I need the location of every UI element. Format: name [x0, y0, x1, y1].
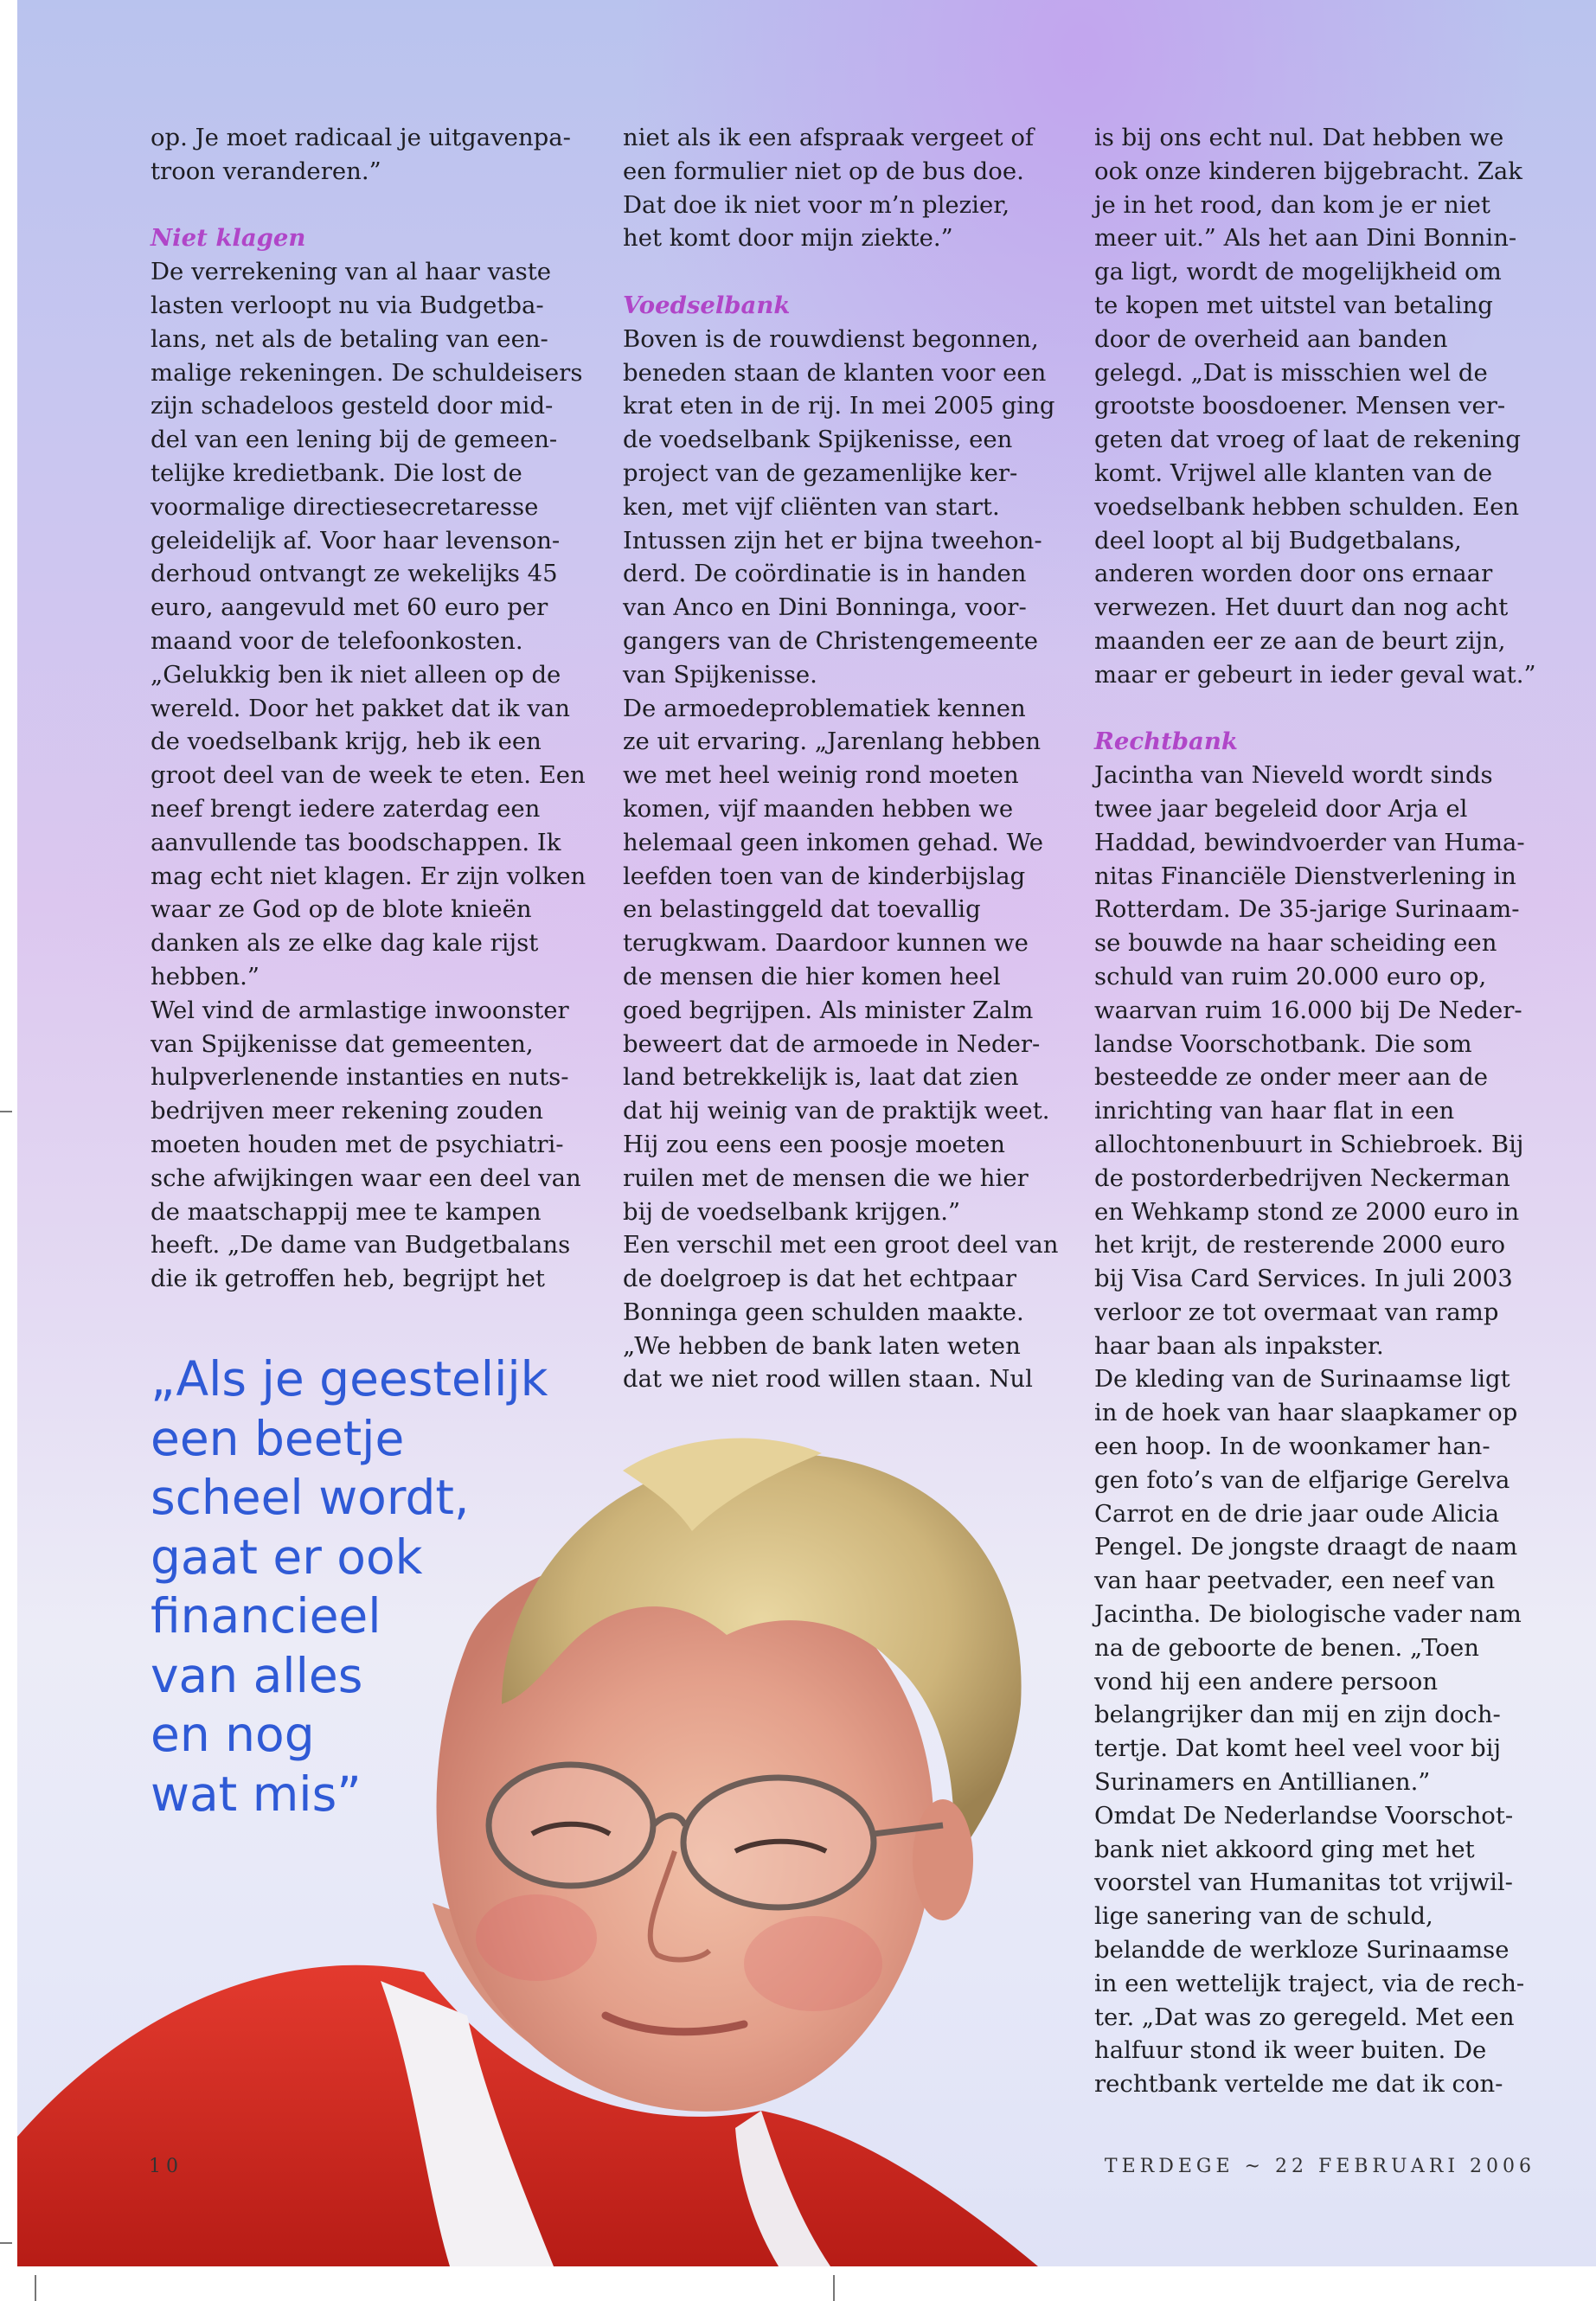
crop-mark: [35, 2275, 36, 2301]
issue-date: TERDEGE ~ 22 FEBRUARI 2006: [1104, 2156, 1535, 2177]
text-column-2: [623, 121, 1073, 1396]
section-heading: Voedselbank: [623, 291, 791, 319]
body-paragraph: niet als ik een afspraak vergeet of een formulier niet op de bus doe. Dat doe ik niet voor m’n plezier, het komt door mijn ziekte.”: [623, 124, 1035, 253]
crop-mark: [0, 2242, 12, 2244]
crop-mark: [0, 1111, 12, 1112]
section-heading: Rechtbank: [1094, 727, 1238, 756]
magazine-page: [17, 0, 1596, 2266]
crop-mark: [833, 2275, 835, 2301]
pull-quote: „Als je geestelijk een beetje scheel wordt, gaat er ook financieel van alles en nog wat mis”: [151, 1351, 548, 1822]
body-paragraph: Boven is de rouwdienst begonnen, beneden staan de klanten voor een krat eten in de rij. In mei 2005 ging de voedselbank Spijkenisse, een project van de gezamenlijke ker- ken, met vijf cliënten van start. Intussen zijn het er bijna tweehon- derd. De coördinatie is in handen van Anco en Dini Bonninga, voor- gangers van de Christengemeente van Spijkenisse. De armoedeproblematiek kennen ze uit ervaring. „Jarenlang hebben we met heel weinig rond moeten komen, vijf maanden hebben we helemaal geen inkomen gehad. We leefden toen van de kinderbijslag en belastinggeld dat toevallig terugkwam. Daardoor kunnen we de mensen die hier komen heel goed begrijpen. Als minister Zalm beweert dat de armoede in Neder- land betrekkelijk is, laat dat zien dat hij weinig van de praktijk weet. Hij zou eens een poosje moeten ruilen met de mensen die we hier bij de voedselbank krijgen.” Een verschil met een groot deel van de doelgroep is dat het echtpaar Bonninga geen schulden maakte. „We hebben de bank laten weten dat we niet rood willen staan. Nul: [623, 324, 1059, 1394]
section-heading: Niet klagen: [151, 224, 306, 253]
body-paragraph: De verrekening van al haar vaste lasten verloopt nu via Budgetba- lans, net als de betaling van een- malige rekeningen. De schuldeisers zijn schadeloos gesteld door mid- del van een lening bij de gemeen- telijke kredietbank. Die lost de voormalige directiesecretaresse geleidelijk af. Voor haar levenson- derhoud ontvangt ze wekelijks 45 euro, aangevuld met 60 euro per maand voor de telefoonkosten. „Gelukkig ben ik niet alleen op de wereld. Door het pakket dat ik van de voedselbank krijg, heb ik een groot deel van de week te eten. Een neef brengt iedere zaterdag een aanvullende tas boodschappen. Ik mag echt niet klagen. Er zijn volken waar ze God op de blote knieën danken als ze elke dag kale rijst hebben.” Wel vind de armlastige inwoonster van Spijkenisse dat gemeenten, hulpverlenende instanties en nuts- bedrijven meer rekening zouden moeten houden met de psychiatri- sche afwijkingen waar een deel van de maatschappij mee te kampen heeft. „De dame van Budgetbalans die ik getroffen heb, begrijpt het: [151, 258, 586, 1293]
body-paragraph: Jacintha van Nieveld wordt sinds twee jaar begeleid door Arja el Haddad, bewindvoerder van Huma- nitas Financiële Dienstverlening in Rotterdam. De 35-jarige Surinaam- se bouwde na haar scheiding een schuld van ruim 20.000 euro op, waarvan ruim 16.000 bij De Neder- landse Voorschotbank. Die som besteedde ze onder meer aan de inrichting van haar flat in een allochtonenbuurt in Schiebroek. Bij de postorderbedrijven Neckerman en Wehkamp stond ze 2000 euro in het krijt, de resterende 2000 euro bij Visa Card Services. In juli 2003 verloor ze tot overmaat van ramp haar baan als inpakster. De kleding van de Surinaamse ligt in de hoek van haar slaapkamer op een hoop. In de woonkamer han- gen foto’s van de elfjarige Gerelva Carrot en de drie jaar oude Alicia Pengel. De jongste draagt de naam van haar peetvader, een neef van Jacintha. De biologische vader nam na de geboorte de benen. „Toen vond hij een andere persoon belangrijker dan mij en zijn doch- tertje. Dat komt heel veel voor bij Surinamers en Antillianen.” Omdat De Nederlandse Voorschot- bank niet akkoord ging met het voorstel van Humanitas tot vrijwil- lige sanering van de schuld, belandde de werkloze Surinaamse in een wettelijk traject, via de rech- ter. „Dat was zo geregeld. Met een halfuur stond ik weer buiten. De rechtbank vertelde me dat ik con-: [1094, 761, 1525, 2099]
text-column-1: [151, 121, 600, 1296]
body-paragraph: op. Je moet radicaal je uitgavenpa- troon veranderen.”: [151, 124, 571, 185]
page-number: 10: [149, 2156, 183, 2177]
body-paragraph: is bij ons echt nul. Dat hebben we ook onze kinderen bijgebracht. Zak je in het rood, dan kom je er niet meer uit.” Als het aan Dini Bonnin- ga ligt, wordt de mogelijkheid om te kopen met uitstel van betaling door de overheid aan banden gelegd. „Dat is misschien wel de grootste boosdoener. Mensen ver- geten dat vroeg of laat de rekening komt. Vrijwel alle klanten van de voedselbank hebben schulden. Een deel loopt al bij Budgetbalans, anderen worden door ons ernaar verwezen. Het duurt dan nog acht maanden eer ze aan de beurt zijn, maar er gebeurt in ieder geval wat.”: [1094, 124, 1536, 689]
text-column-3: [1094, 121, 1553, 2101]
